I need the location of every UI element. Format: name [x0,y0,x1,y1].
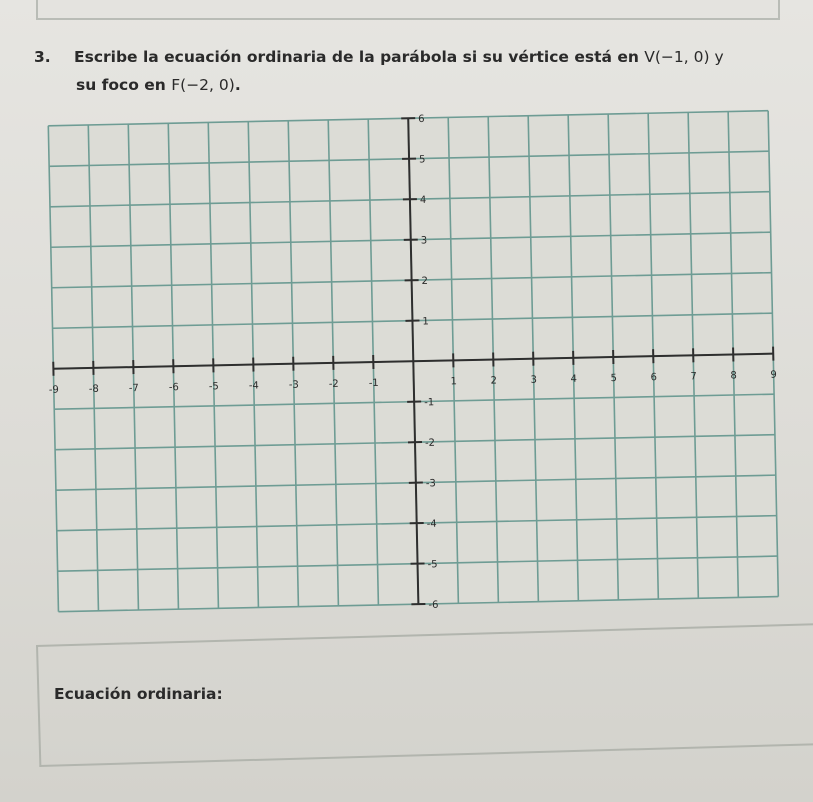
question-3 [34,43,794,99]
question-text-2: su foco en [76,76,172,94]
x-tick-label: -5 [208,381,219,393]
y-tick-label: -4 [426,518,437,530]
grid-svg[interactable] [38,96,809,642]
x-tick-label: -2 [328,378,339,390]
y-tick-label: -1 [424,397,435,409]
x-tick-label: 2 [490,375,498,387]
vertex-label: V(−1, 0) [644,48,710,66]
cartesian-grid[interactable] [38,96,809,646]
y-tick-label: -6 [428,599,439,611]
x-tick-label: 5 [610,372,618,385]
x-tick-label: -3 [288,379,299,391]
question-text-1: Escribe la ecuación ordinaria de la parábola si su vértice está en [74,48,645,66]
y-tick-label: 4 [419,194,427,207]
y-tick-label: 6 [418,113,425,126]
x-tick-label: -7 [128,382,139,395]
x-tick-label: -6 [168,382,179,394]
y-tick-label: 5 [418,154,426,166]
x-tick-label: -1 [368,377,379,390]
x-tick-label: -9 [48,384,59,396]
answer-label: Ecuación ordinaria: [54,685,223,703]
question-line-1 [34,43,794,71]
y-tick-label: -3 [425,478,436,490]
y-tick-label: -5 [427,559,438,571]
question-text-2-end: . [234,76,241,94]
x-tick-label: 6 [650,372,658,384]
x-tick-label: 7 [690,371,697,383]
y-tick-label: 2 [421,275,429,288]
x-tick-label: 4 [570,373,578,385]
x-tick-label: 9 [770,369,777,381]
previous-answer-box [36,0,780,20]
y-tick-label: 3 [420,235,428,247]
x-tick-label: 1 [450,376,458,388]
x-tick-label: 3 [530,374,538,386]
question-text-1-end: y [709,48,724,66]
x-tick-label: -4 [248,380,259,392]
y-tick-label: 1 [422,316,429,328]
focus-label: F(−2, 0) [171,76,235,94]
question-line-2 [34,71,794,99]
question-number: 3. [34,48,51,66]
x-tick-label: 8 [730,370,737,382]
y-tick-label: -2 [424,437,436,449]
x-tick-label: -8 [88,383,99,395]
